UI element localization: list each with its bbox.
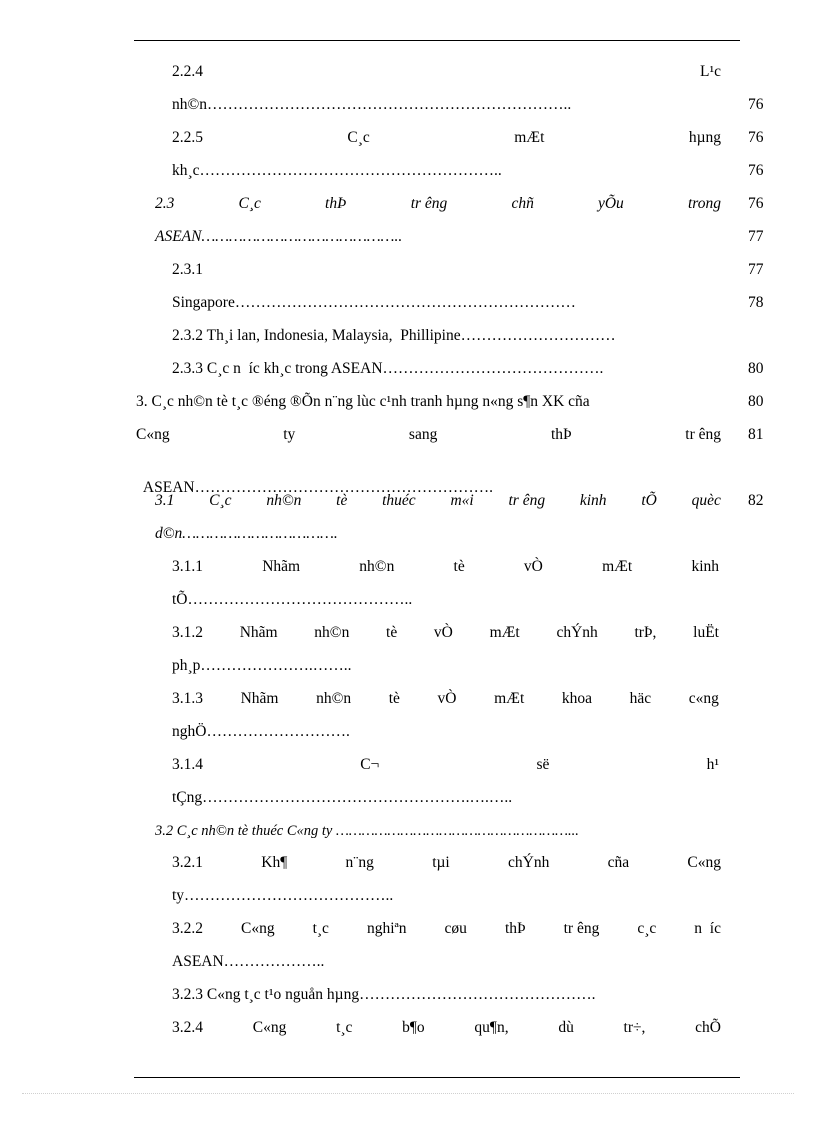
page-bottom-divider <box>22 1093 794 1094</box>
toc-line-3-2: 3.2 C¸c nh©n tè thuéc C«ng ty ………………………………………………... <box>155 823 579 839</box>
toc-line-3-1-1-cont: tÕ…………………………………….. <box>172 591 413 608</box>
toc-line-3-2-2-cont: ASEAN……………….. <box>172 953 325 970</box>
page-number: 76 <box>748 195 764 212</box>
toc-line-3-1-4-cont: tÇng…………………………………………….….….. <box>172 789 513 806</box>
toc-line-3-1-2-cont: ph¸p………………….…….. <box>172 657 352 674</box>
toc-line-3: 3. C¸c nh©n tè t¸c ®éng ®Õn n¨ng lùc c¹nh tranh hµng n«ng s¶n XK cña <box>136 393 590 410</box>
toc-line-3-2-3: 3.2.3 C«ng t¸c t¹o nguån hµng………………………………………. <box>172 986 596 1003</box>
toc-line-3-1-1: 3.1.1 Nhãm nh©n tè vÒ mÆt kinh <box>172 558 719 575</box>
page-number: 80 <box>748 360 764 377</box>
toc-line-3-2-1: 3.2.1 Kh¶ n¨ng tµi chÝnh cña C«ng <box>172 854 721 871</box>
page-number: 78 <box>748 294 764 311</box>
toc-line-2-3-cont: ASEAN…………………………………….. <box>155 228 403 245</box>
page-number: 80 <box>748 393 764 410</box>
toc-line-2-2-4: 2.2.4 L¹c <box>172 63 721 80</box>
page-number: 76 <box>748 96 764 113</box>
page-number: 77 <box>748 261 764 278</box>
page-number: 81 <box>748 426 764 443</box>
toc-line-3-cont2: ASEAN…………………………………………………. <box>142 479 493 496</box>
toc-line-2-2-5-cont: kh¸c………………………………………………….. <box>172 162 502 179</box>
toc-line-2-2-5: 2.2.5 C¸c mÆt hµng <box>172 129 721 146</box>
page-number: 76 <box>748 129 764 146</box>
toc-line-3-1-2: 3.1.2 Nhãm nh©n tè vÒ mÆt chÝnh trÞ, luËt <box>172 624 719 641</box>
toc-line-2-3-1-cont: Singapore………………………………………………………… <box>172 294 576 311</box>
header-rule <box>134 40 740 41</box>
toc-line-3-1-cont: d©n……………………………. <box>155 525 338 542</box>
page-number: 82 <box>748 492 764 509</box>
toc-line-3-2-1-cont: ty………………………………….. <box>172 887 394 904</box>
footer-rule <box>134 1077 740 1078</box>
toc-line-2-3-3: 2.3.3 C¸c n íc kh¸c trong ASEAN……………………………………. <box>172 360 604 377</box>
toc-line-2-3: 2.3 C¸c thÞ tr êng chñ yÕu trong <box>155 195 721 212</box>
toc-line-2-3-2: 2.3.2 Th¸i lan, Indonesia, Malaysia, Phillipine………………………… <box>172 327 616 344</box>
toc-line-2-2-4-cont: nh©n…………………………………………………………….. <box>172 96 572 113</box>
toc-line-3-1-3: 3.1.3 Nhãm nh©n tè vÒ mÆt khoa häc c«ng <box>172 690 719 707</box>
toc-line-3-1-4: 3.1.4 C¬ së h¹ <box>172 756 719 773</box>
toc-line-3-cont: C«ng ty sang thÞ tr êng <box>136 426 721 443</box>
toc-line-3-1-3-cont: nghÖ………………………. <box>172 723 350 740</box>
toc-line-3-2-2: 3.2.2 C«ng t¸c nghiªn cøu thÞ tr êng c¸c n íc <box>172 920 721 937</box>
page-number: 76 <box>748 162 764 179</box>
toc-line-3-2-4: 3.2.4 C«ng t¸c b¶o qu¶n, dù tr÷, chÕ <box>172 1019 721 1036</box>
toc-line-2-3-1: 2.3.1 <box>172 261 203 278</box>
toc-line-3-1: 3.1 C¸c nh©n tè thuéc m«i tr êng kinh tÕ quèc <box>155 492 721 509</box>
page-number: 77 <box>748 228 764 245</box>
